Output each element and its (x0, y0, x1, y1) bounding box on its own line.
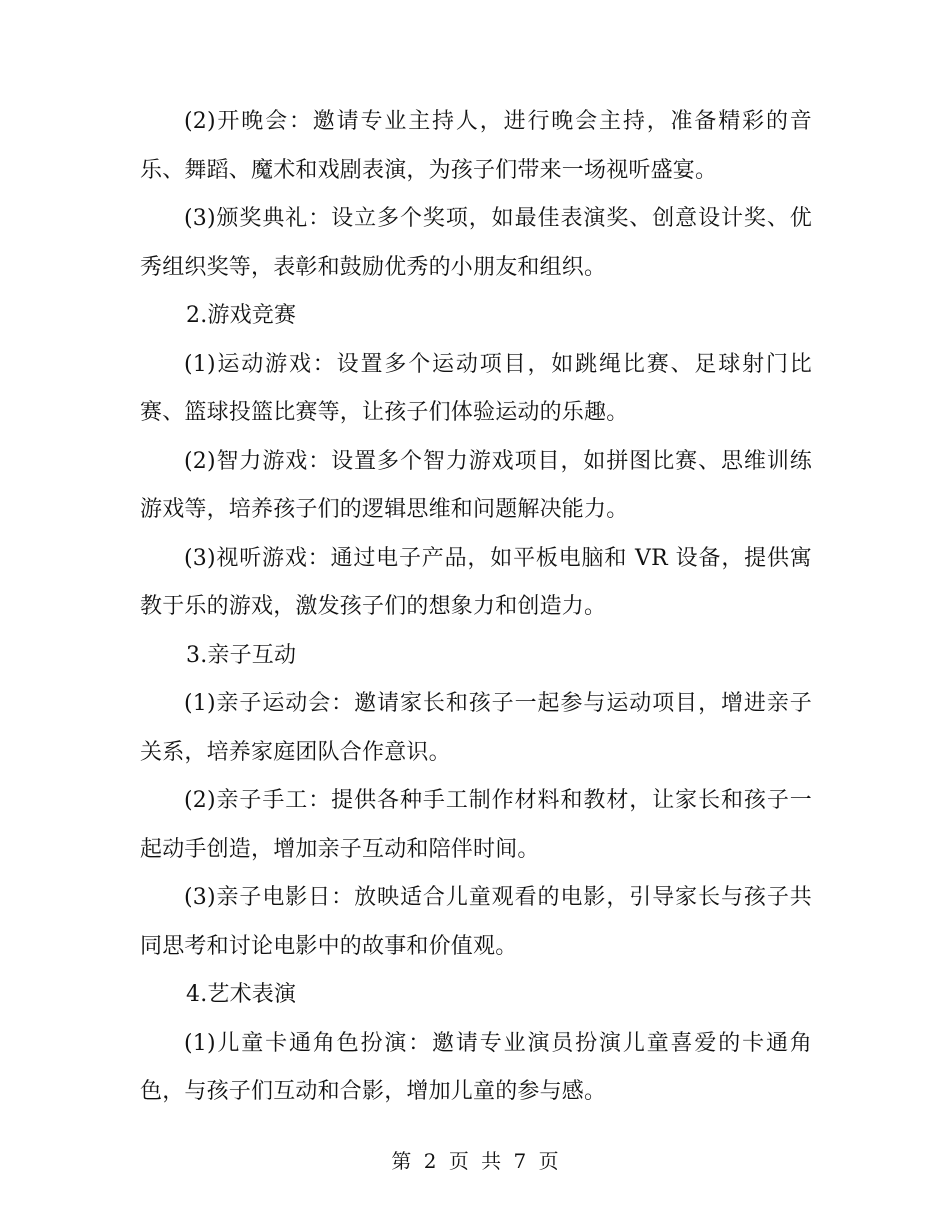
paragraph: (2)智力游戏：设置多个智力游戏项目，如拼图比赛、思维训练游戏等，培养孩子们的逻辑思维和问题解决能力。 (140, 448, 812, 522)
paragraph: (2)亲子手工：提供各种手工制作材料和教材，让家长和孩子一起动手创造，增加亲子互动和陪伴时间。 (140, 788, 812, 862)
document-body (140, 98, 812, 1117)
paragraph: (3)颁奖典礼：设立多个奖项，如最佳表演奖、创意设计奖、优秀组织奖等，表彰和鼓励优秀的小朋友和组织。 (140, 206, 812, 280)
section-heading: 2.游戏竞赛 (186, 303, 297, 328)
paragraph: (1)儿童卡通角色扮演：邀请专业演员扮演儿童喜爱的卡通角色，与孩子们互动和合影，增加儿童的参与感。 (140, 1030, 812, 1104)
paragraph: (3)视听游戏：通过电子产品，如平板电脑和 VR 设备，提供寓教于乐的游戏，激发孩子们的想象力和创造力。 (140, 545, 812, 619)
section-heading: 3.亲子互动 (186, 642, 297, 668)
section-heading: 4.艺术表演 (186, 982, 297, 1007)
page-number-footer: 第 2 页 共 7 页 (391, 1149, 559, 1173)
paragraph: (1)亲子运动会：邀请家长和孩子一起参与运动项目，增进亲子关系，培养家庭团队合作意识。 (140, 691, 812, 765)
paragraph: (3)亲子电影日：放映适合儿童观看的电影，引导家长与孩子共同思考和讨论电影中的故事和价值观。 (140, 885, 812, 959)
paragraph: (1)运动游戏：设置多个运动项目，如跳绳比赛、足球射门比赛、篮球投篮比赛等，让孩子们体验运动的乐趣。 (140, 351, 812, 425)
paragraph: (2)开晚会：邀请专业主持人，进行晚会主持，准备精彩的音乐、舞蹈、魔术和戏剧表演，为孩子们带来一场视听盛宴。 (140, 109, 812, 183)
